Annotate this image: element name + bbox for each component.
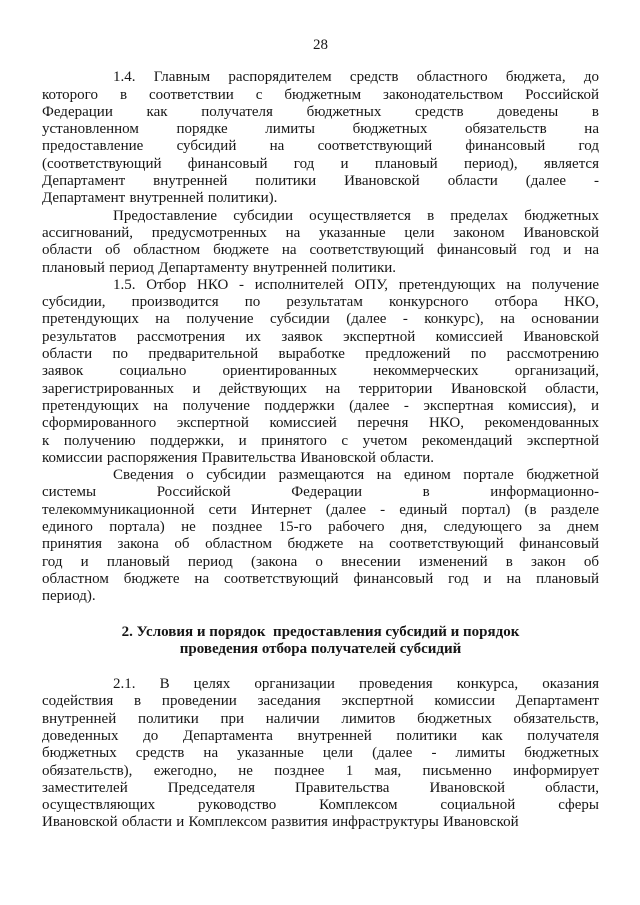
text-line: 2.1. В целях организации проведения конкурса, оказания xyxy=(113,676,599,693)
text-line: доведенных до Департамента внутренней политики как получателя xyxy=(42,727,599,744)
text-line: период). xyxy=(42,588,96,605)
text-line: единого портала) не позднее 15-го рабочего дня, следующего за днем xyxy=(42,519,599,536)
section-2-heading xyxy=(42,624,599,659)
text-line: установленном порядке лимиты бюджетных обязательств на xyxy=(42,121,599,138)
text-line: результатов рассмотрения их заявок экспертной комиссией Ивановской xyxy=(42,328,599,345)
text-line: Федерации как получателя бюджетных средств доведены в xyxy=(42,103,599,120)
text-line: предоставление субсидий на соответствующий финансовый год xyxy=(42,138,599,155)
para-unified-portal xyxy=(42,467,599,605)
text-line: год и плановый период (закона о внесении изменений в закон об xyxy=(42,553,599,570)
text-line: содействия в проведении заседания экспертной комиссии Департамент xyxy=(42,693,599,710)
text-line: плановый период Департаменту внутренней политики. xyxy=(42,259,397,276)
text-line: Сведения о субсидии размещаются на едином портале бюджетной xyxy=(113,467,599,484)
text-line: претендующих на получение поддержки (далее - экспертная комиссия), и xyxy=(42,397,599,414)
text-line: принятия закона об областном бюджете на соответствующий финансовый xyxy=(42,536,599,553)
text-line: субсидии, производится по результатам конкурсного отбора НКО, xyxy=(42,294,599,311)
document-body xyxy=(42,69,599,831)
text-line: заместителей Председателя Правительства Ивановской области, xyxy=(42,779,599,796)
para-1-4 xyxy=(42,69,599,207)
text-line: зарегистрированных и действующих на территории Ивановской области, xyxy=(42,380,599,397)
text-line: сформированного экспертной комиссией перечня НКО, рекомендованных xyxy=(42,415,599,432)
text-line: области по предварительной выработке предложений по рассмотрению xyxy=(42,346,599,363)
text-line: Департамент внутренней политики). xyxy=(42,190,278,207)
page-number: 28 xyxy=(313,37,328,53)
text-line: обязательств), ежегодно, не позднее 1 мая, письменно информирует xyxy=(42,762,599,779)
text-line: 2. Условия и порядок предоставления субсидий и порядок xyxy=(121,623,520,640)
text-line: областном бюджете на соответствующий финансовый год и на плановый xyxy=(42,570,599,587)
text-line: 1.4. Главным распорядителем средств областного бюджета, до xyxy=(113,69,599,86)
text-line: которого в соответствии с бюджетным законодательством Российской xyxy=(42,86,599,103)
para-subsidy-provision xyxy=(42,208,599,277)
text-line: Ивановской области и Комплексом развития инфраструктуры Ивановской xyxy=(42,814,519,831)
text-line: проведения отбора получателей субсидий xyxy=(179,640,462,657)
text-line: осуществляющих руководство Комплексом социальной сферы xyxy=(42,797,599,814)
text-line: бюджетных средств на указанные цели (далее - лимиты бюджетных xyxy=(42,745,599,762)
text-line: (соответствующий финансовый год и плановый период), является xyxy=(42,155,599,172)
text-line: системы Российской Федерации в информационно- xyxy=(42,484,599,501)
text-line: области об областном бюджете на соответствующий финансовый год и на xyxy=(42,242,599,259)
text-line: Предоставление субсидии осуществляется в пределах бюджетных xyxy=(113,207,599,224)
text-line: претендующих на получение субсидии (далее - конкурс), на основании xyxy=(42,311,599,328)
para-2-1 xyxy=(42,676,599,832)
text-line: ассигнований, предусмотренных на указанные цели законом Ивановской xyxy=(42,224,599,241)
text-line: внутренней политики при наличии лимитов бюджетных обязательств, xyxy=(42,710,599,727)
para-1-5 xyxy=(42,277,599,467)
text-line: Департамент внутренней политики Ивановской области (далее - xyxy=(42,173,599,190)
text-line: заявок социально ориентированных некоммерческих организаций, xyxy=(42,363,599,380)
text-line: к получению поддержки, и принятого с учетом рекомендаций экспертной xyxy=(42,432,599,449)
text-line: телекоммуникационной сети Интернет (далее - единый портал) (в разделе xyxy=(42,501,599,518)
text-line: комиссии распоряжения Правительства Ивановской области. xyxy=(42,449,435,466)
text-line: 1.5. Отбор НКО - исполнителей ОПУ, претендующих на получение xyxy=(113,276,599,293)
